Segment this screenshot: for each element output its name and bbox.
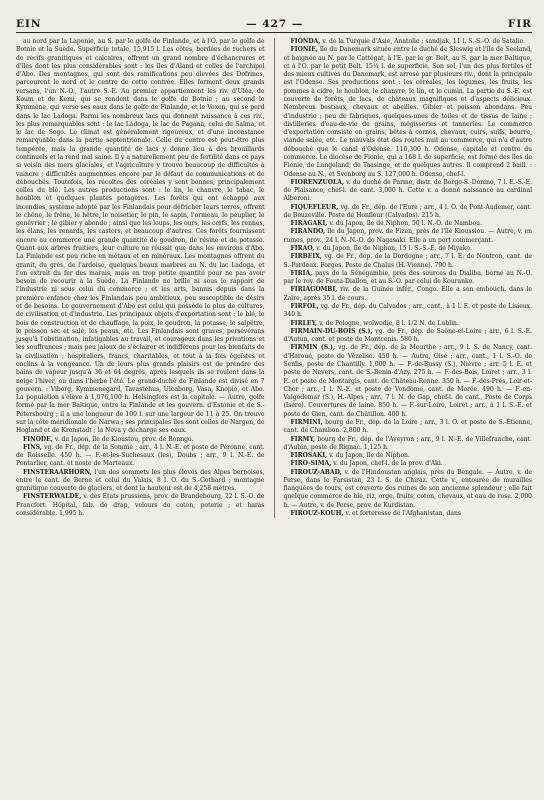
page-number: — 427 — [246,18,304,30]
entry-headword: FIRMAIN-DU-BOIS (S.), [290,327,373,335]
dictionary-entry [16,493,265,518]
dictionary-entry [284,419,533,436]
entry-headword: FIROUZ-ABAD, [290,468,342,476]
entry-text: v. du Japon, île de Niphon, 15 l. S.-S.-E. de Miyako. [316,245,472,253]
entry-headword: FIRFOL, [290,303,319,310]
entry-headword: FINODE, [23,435,53,443]
dictionary-entry [284,204,533,221]
entry-headword: FIRLEY, [290,319,318,327]
entry-headword: FIRO-SIMA, [290,460,332,468]
dictionary-entry [284,303,533,320]
running-header [16,16,532,33]
entry-text: v. du duché de Parme, distr. de Borgo-S.-Donino, 7 l. E.-S.-E. de Plaisance, chef-l. de cant. 3,000 h. Cette v. a donné naissance au cardinal Alberoni. [283,178,533,203]
entry-headword: FIORENZUOLA, [290,178,345,186]
entry-text: bourg de Fr., dép. de la Loire ; arr., 3 l. O. et poste de S.-Étienne, cant. de Chambon. 2,800 h. [283,418,532,435]
dictionary-entry [284,179,533,204]
right-column [284,38,533,518]
header-left-word: EIN [16,18,42,30]
dictionary-entry [284,46,533,179]
left-column [16,38,265,518]
entry-headword: FIONDA, [290,38,321,45]
dictionary-entry [284,253,533,270]
dictionary-entry [16,444,265,469]
text-columns [16,38,532,518]
entry-text: pays de la Sénégambie, près des sources du Dialiba, borné au N.-O. par le roy. de Fouta-Diallon, et au S.-O. par celui de Kouranko. [283,269,533,286]
entry-text: bourg de Fr., dép. de l'Aveyron ; arr., 9 l. N.-E. de Villefranche, cant. d'Aubin, poste de Rignac. 1,125 h. [283,435,533,451]
dictionary-entry [16,436,265,444]
entry-text: au nord par la Laponie, au S. par le golfe de Finlande, et à l'O. par le golfe de Botnie et la Suède. Superficie totale, 15,915 l. Les côtes, bordées de rochers et de récifs granitiques et calcaires, offrent un grand nombre d'échancrures et d'îles dont les plus considérables sont : les îles d'Aland et celles de l'archipel d'Abo. Des montagnes, qui sont des ramifications peu élevées des Dofrines, parcourent le nord et le centre de cette contrée. Elles forment deux grands versans, l'un N.-O., l'autre S.-E. Au premier appartiennent les riv. d'Uléa, de Koum et de Kemi, qui se rendent dans le golfe de Botnie ; au second le Kymmène, qui verse ses eaux dans le golfe de Finlande, et le Voxen, qui se perd dans le lac Ladoga. Parmi les nombreux lacs qui donnent naissance à ces riv., les plus remarquables sont : le lac Ladoga, le lac de Pagana, celui de Saïma, et le lac de Sego. Le climat est généralement rigoureux, et d'une inconstance remarquable dans la partie septentrionale. Celle du centre est peut-être plus tempérée, mais la grande quantité de lacs y donne lieu à des brouillards continuels et la rend mal saine. Il y a naturellement peu de fertilité dans ce pays si voisin des mers glaciales, et l'agriculture y trouve beaucoup de difficultés à vaincre ; difficultés augmentées encore par le défaut de communications et de débouchés. Toutefois, les récoltes des céréales y sont bonnes, principalement celles du blé. Les autres productions sont : le lin, le chanvre, le tabac, le houblon et quelques plantes potagères. Les forêts qui ont échappé aux incendies, système adopté par les Finlandais pour défricher leurs terres, offrent le chêne, le frêne, le hêtre, le noisetier, le pin, le sapin, l'ormeau, le peuplier, le genévrier ; le gibier y abonde ; ainsi que les loups, les ours, les cerfs, les rennes, les élans, les renards, les castors, et beaucoup d'autres. Ces forêts fournissent encore au commerce une grande quantité de goudron, de résine et de potasse. Quant aux arbres fruitiers, leur culture ne réussit que dans les environs d'Abo. La Finlande est peu riche en métaux et en minéraux. Les montagnes offrent du granit, du grès, de l'ardoise, quelques beaux marbres au N. du lac Ladoga, et l'on extrait du fer des marais, mais en trop petite quantité pour ne pas avoir besoin de recourir à la Suède. La Finlande ne brille ni sous le rapport de l'industrie ni sous celui du commerce ; et les arts, bannis depuis dans la première enfance chez les Finlandais peu ambitieux, peu susceptible de désirs et de besoins. Le gouvernement d'Abo est celui qui possède le plus de cultures, de civilisation et d'industrie. Les principaux objets d'exportation sont : le blé, le bois de construction et de chauffage, la poix, le goudron, la potasse, le salpêtre, le poisson sec et salé, les peaux, etc. Les Finlandais sont graves, persévérans jusqu'à l'obstination, infatigables au travail, et courageux dans les privations et les souffrances ; mais peu jaloux de s'éclairer et indifférens pour les bienfaits de la civilisation ; hospitaliers, francs, charitables, et tout à la fois égoïstes et enclins à la vengeance. Un de leurs plus grands plaisirs est de prendre des bains de vapeur jusqu'à 36 et 64 degrés, après lesquels ils se roulent dans la neige l'hiver, ou dans l'herbe l'été. Le grand-duché de Finlande est divisé en 7 gouvern. : Viborg, Kymmenegard, Tavastehus, Uleaborg, Vasa, Knopio, et Abo. La population s'élève à 1,076,100 h. Helsingfors est la capitale. — Autre, golfe formé par la mer Baltique, entre la Finlande et les gouvern. d'Estonie et de S.-Pétersbourg ; il a une longueur de 100 l. sur une largeur de 11 à 25. On trouve sur la côte méridionale de Narwa ; ses principales îles sont celles de Nargen, de Hogland et de Kronstadt ; la Neva y décharge ses eaux. [16,38,265,435]
header-right-word: FIR [507,18,532,30]
entry-text: v. du Japon, île de Niphon, 50 l. N.-O. de Nambou. [329,220,482,228]
entry-headword: FIRIAGOMBI, [290,286,338,294]
entry-text: v. et forteresse de l'Afghanistan, dans [345,510,461,518]
entry-headword: FIRANDO, [290,228,326,236]
dictionary-entry [284,328,533,345]
entry-text: v. de Pologne, woïwodie, 8 l. 1/2 N. de Lublin. [319,319,459,327]
entry-text: v. du Japon, chef-l. de la prov. d'Aki. [333,460,443,468]
dictionary-entry [284,320,533,328]
entry-text: vg. de Fr., dép. de Saône-et-Loire ; arr., 6 l. S.-E. d'Autun, cant. et poste de Montcenis. 580 h. [283,327,533,344]
dictionary-entry [284,452,533,460]
entry-headword: FIQUEFLEUR, [290,203,339,211]
dictionary-entry [284,286,533,303]
entry-text: vg. de Fr., dép. de l'Eure ; arr., 4 l. O. de Pont-Audemer, cant. de Beuzeville. Poste de Honfleur (Calvados). 215 h. [283,203,533,219]
entry-text: île du Danemark située entre le duché de Sleswig et l'île de Seeland, et baignée au N. par le Cattégat, à l'E. par le gr. Belt, au S. par la mer Baltique, et à l'O. par le petit Belt. 15¼ l. de superficie. Son sol, l'un des plus fertiles et des mieux cultivés du Danemark, est arrosé par plusieurs riv., dont la principale est l'Odense. Ses productions sont : les céréales, les légumes, les fruits, les pommes à cidre, le houblon, le chanvre, le lin, et le cumin. La partie du S.-E. est couverte de forêts, de lacs, de châteaux magnifiques et d'aspects délicieux. Nombreux bestiaux, chevaux et abeilles. Gibier et poisson abondans. Peu d'industrie ; peu de fabriques, quelques-unes de toiles et de tissus de laine ; distilleries d'eau-de-vie de grains, mégisseries et tanneries. Le commerce d'exportation consiste en grains, bêtes à cornes, chevaux, cuirs, suifs, beurre, viande salée, etc. Le mauvais état des routes nuit au commerce, qui n'a d'autre débouché que le canal d'Odense. 110,300 h. Odense, capitale et centre du commerce. Le diocèse de Fionie, qui a 168 l. de superficie, est formé des îles de Fionie, de Langeland, de Taasinge, et de quelques autres. Il comprend 2 baill. : Odense au N., et Svenborg au S. 127,000 h. Odense, chef-l. [283,46,533,178]
entry-headword: FIRAGAKI, [290,220,328,228]
entry-headword: FINSTERAARHORN, [23,468,92,476]
dictionary-entry [284,228,533,245]
entry-text: vg. de Fr., dép. de la Dordogne ; arr., 7 l. E. de Nontron, cant. de S.-Pardoux. Forges. Poste de Chalus (H.-Vienne). 790 h. [283,253,532,269]
dictionary-entry [16,469,265,494]
entry-text: vg. de Fr., dép. du Calvados ; arr., cant., à 1 l. E. et poste de Lisieux. 340 h. [283,303,532,319]
dictionary-entry [284,270,533,287]
entry-text: v. du Japon, île de Kioustou, prov. de Bonngo. [54,435,194,443]
entry-text: vg. de Fr., dép. de la Somme ; arr., 4 l. N.-E. et poste de Péronne, cant. de Roisselle. 450 h. — F.-et-les-Suchesaux (les), Doubs ; arr., 9 l. N.-E. de Pontarlier, cant. et noste de Marteaux. [16,443,265,468]
column-divider [274,38,275,518]
entry-text: v. de la Turquie d'Asie, Anatolie ; sandjak, 11 l. S.-S.-O. de Satalie. [322,38,526,45]
entry-headword: FINSTERWALDE, [23,493,82,501]
dictionary-entry [284,38,533,46]
entry-text: v. de l'Hindoustan anglais, près du Bengale. — Autre, v. de Perse, dans le Farsistan, 23 l. S. de Chiraz. Cette v., entourée de murailles flanquées de tours, est couverte des ruines de son ancienne splendeur ; elle fait quelque commerce de blé, riz, orge, fruits, coton, chevaux, et eau de rose. 2,000 h. — Autre, v. de Perse, prov. de Kurdistan. [283,468,533,509]
entry-headword: FIRMIN (S.), [290,344,336,352]
entry-text: vg. de Fr., dép. de la Meurthe ; arr., 9 l. S. de Nancy, cant. d'Haroué, poste de Vézelise. 450 h. — Autre, Oise ; arr., cant., 1 l. S.-O. de Senlis, poste de Chantilly. 1,000 h. — F.-de-Bussy (S.), Nièvre ; arr. 5 l. E. et poste de Nevers, cant. de S.-Benin-d'Azy. 275 h. — F.-des-Bois, Loiret ; arr., 3 l. E. et poste de Montargis, cant. de Château-Renne. 350 h. — F.-des-Prés, Loir-et-Cher ; arr., 1 l. N.-E. et poste de Vendôme, cant. de Morée. 490 h. — F.-en-Valgodemar (S.), H.-Alpes ; arr., 7 l. N. de Gap, chef-l. de cant., Poste de Corps (Isère). Couvertures de laine. 850 h. — F.-sur-Loire, Loiret ; arr., à 1 l. S.-E. et poste de Gien, cant. de Châtillon. 400 h. [283,344,533,418]
dictionary-entry [284,245,533,253]
dictionary-entry [284,220,533,228]
entry-headword: FIRAO, [290,245,315,253]
dictionary-entry [284,469,533,510]
entry-text: l'un des sommets les plus élevés des Alpes bernoises, entre le cant. de Berne et celui du Valais, 8 l. O. du S.-Gothard ; montagne granitique couverte de glaciers, et dont la hauteur est de 4,258 mètres. [16,468,265,493]
entry-text: v. des États prussiens, prov. de Brandebourg, 22 l. S.-O. de Francfort. Hôpital, fab. de drap, velours de coton, poterie ; et haras considérable. 1,995 h. [16,493,265,518]
dictionary-entry [284,510,533,518]
entry-headword: FIRMINI, [290,418,323,426]
dictionary-entry [284,460,533,468]
dictionary-entry [16,38,265,436]
entry-text: île du Japon, prov. de Fizen, près de l'île Kioussiou. — Autre, v. en ruines, prov., 24 l. N.-N.-O. de Nagasaki. Elle a un port commerçant. [283,228,532,244]
dictionary-entry [284,436,533,453]
dictionary-entry [284,344,533,419]
entry-headword: FIRIA, [290,269,313,277]
entry-headword: FIONIE, [290,46,318,54]
entry-headword: FIRMY, [290,435,315,443]
entry-headword: FIROSAKI, [290,452,328,460]
entry-headword: FINS, [23,443,42,451]
entry-text: riv. de la Guinée infér., Congo. Elle a son embouch. dans le Zaïre, après 35 l. de cours. [283,286,532,302]
entry-headword: FIROUZ-KOUH, [290,510,344,518]
entry-text: v. du Japon, île de Niphon. [329,452,410,460]
entry-headword: FIRBEIX, [290,253,322,261]
